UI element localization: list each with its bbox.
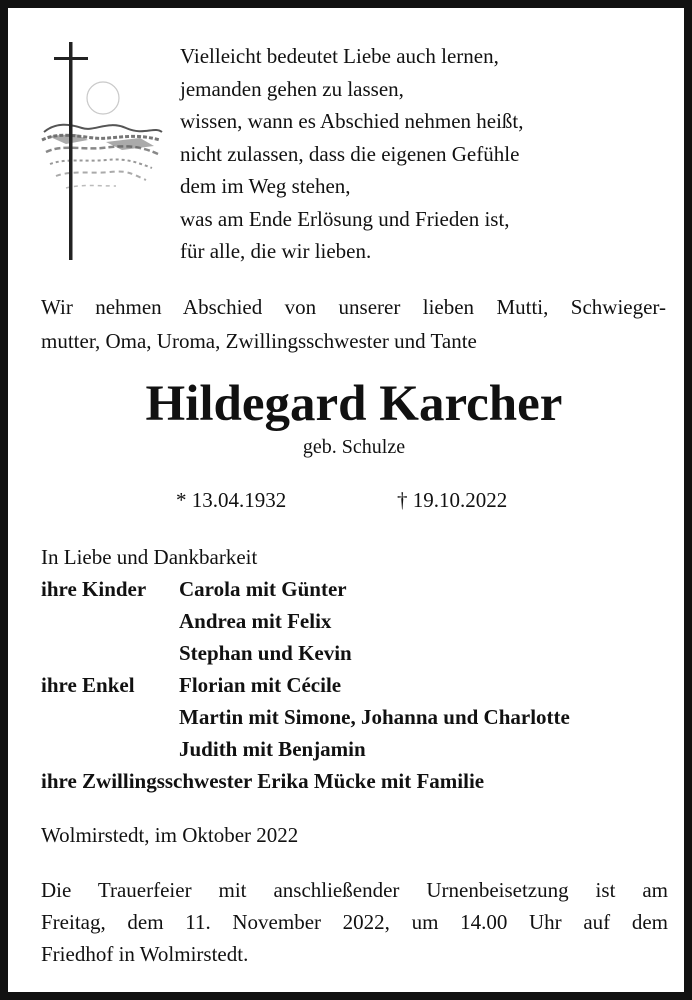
intro-line: Wir nehmen Abschied von unserer lieben Mutti, Schwieger- xyxy=(41,295,666,319)
list-item xyxy=(41,765,681,797)
poem-line: jemanden gehen zu lassen, xyxy=(180,76,404,101)
mourners-heading: In Liebe und Dankbarkeit xyxy=(41,545,258,569)
list-item xyxy=(41,637,681,669)
poem-line: dem im Weg stehen, xyxy=(180,174,351,198)
child-entry: Stephan und Kevin xyxy=(179,641,352,665)
farewell-intro xyxy=(41,290,666,358)
list-item xyxy=(41,733,681,765)
twin-sister-entry: ihre Zwillingsschwester Erika Mücke mit Familie xyxy=(41,769,485,793)
grandchildren-label: ihre Enkel xyxy=(41,673,135,697)
list-item xyxy=(41,605,681,637)
funeral-service-info xyxy=(41,874,668,970)
service-line: Die Trauerfeier mit anschließender Urnenbeisetzung ist am xyxy=(41,878,668,902)
death-date: † 19.10.2022 xyxy=(397,488,508,512)
service-line: Friedhof in Wolmirstedt. xyxy=(41,942,249,966)
grandchild-entry: Martin mit Simone, Johanna und Charlotte xyxy=(179,705,570,729)
children-label: ihre Kinder xyxy=(41,577,147,601)
service-line: Freitag, dem 11. November 2022, um 14.00 Uhr auf dem xyxy=(41,910,668,934)
place-date: Wolmirstedt, im Oktober 2022 xyxy=(41,823,299,847)
child-entry: Andrea mit Felix xyxy=(179,609,332,633)
list-item xyxy=(41,701,681,733)
grandchild-entry: Judith mit Benjamin xyxy=(179,737,366,761)
maiden-name: geb. Schulze xyxy=(302,436,406,458)
poem-line: für alle, die wir lieben. xyxy=(180,239,372,263)
poem-line: Vielleicht bedeutet Liebe auch lernen, xyxy=(180,44,499,68)
poem-line: nicht zulassen, dass die eigenen Gefühle xyxy=(180,141,520,166)
grandchild-entry: Florian mit Cécile xyxy=(179,673,342,697)
poem xyxy=(180,40,660,268)
deceased-name: Hildegard Karcher xyxy=(145,376,563,432)
child-entry: Carola mit Günter xyxy=(179,577,347,601)
mourners-list xyxy=(41,541,681,797)
intro-line: mutter, Oma, Uroma, Zwillingsschwester und Tante xyxy=(41,329,477,353)
poem-line: was am Ende Erlösung und Frieden ist, xyxy=(180,206,510,231)
list-item xyxy=(41,541,681,573)
list-item xyxy=(41,573,681,605)
cross-landscape-icon xyxy=(36,40,166,262)
list-item xyxy=(41,669,681,701)
poem-line: wissen, wann es Abschied nehmen heißt, xyxy=(180,109,524,133)
birth-date: * 13.04.1932 xyxy=(176,488,287,512)
